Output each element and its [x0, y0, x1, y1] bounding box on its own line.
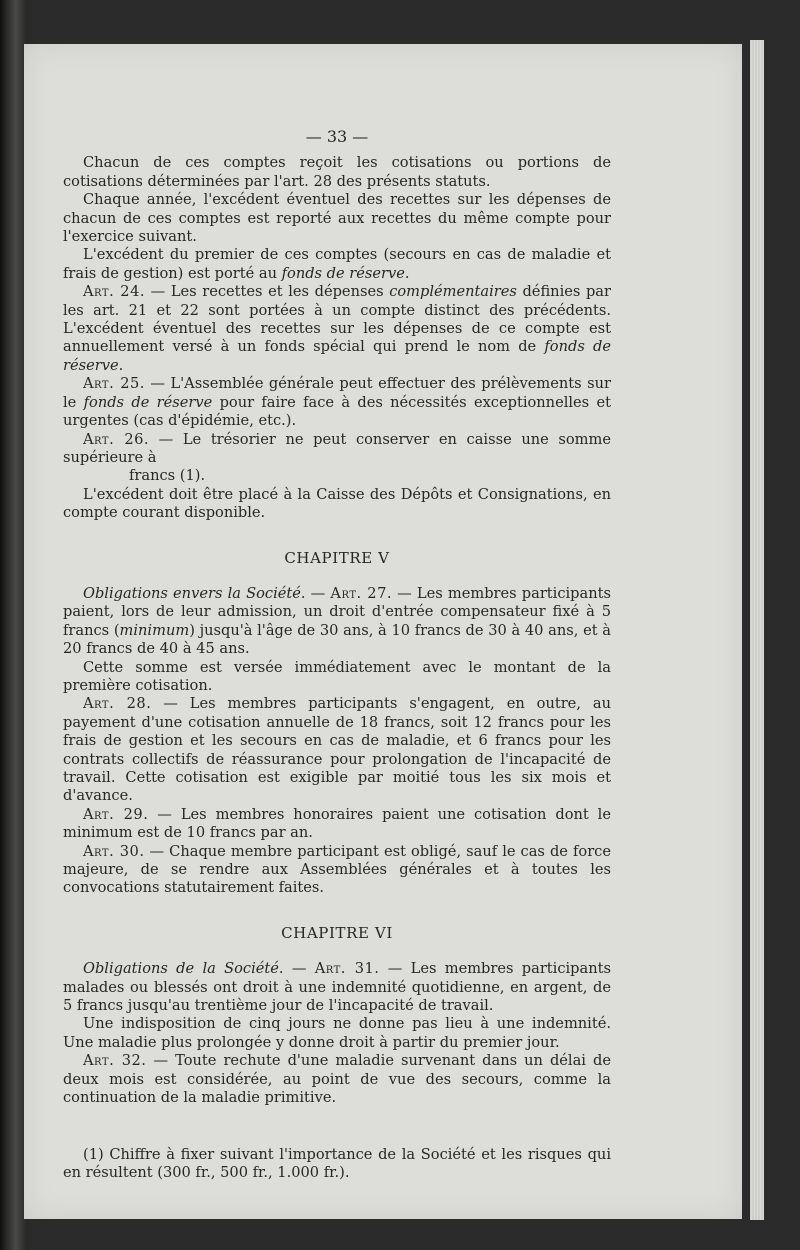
- paragraph: [63, 585, 611, 659]
- article-number: Art. 26.: [83, 430, 150, 448]
- article-number: Art. 24.: [83, 283, 146, 301]
- italic-phrase: Obligations envers la Société: [83, 584, 301, 602]
- text-run: — Les recettes et les dépenses: [145, 283, 390, 301]
- text-run: francs (1).: [129, 467, 206, 485]
- text-run: . —: [300, 584, 331, 602]
- text-run: CHAPITRE V: [284, 548, 390, 567]
- footnote: [63, 1146, 611, 1183]
- text-run: — Les membres participants s'engagent, en outre, au payement d'une cotisation annuelle de 18 francs, soit 12 francs pour les frais de gestion et les secours en cas de maladie, et 6 francs pour les contrats collectifs de réassurance pour prolongation de l'incapacité de travail. Cette cotisation est exigible par moitié tous les six mois et d'avance.: [63, 695, 611, 805]
- paragraph: [63, 843, 611, 898]
- italic-phrase: fonds de réserve: [63, 338, 611, 374]
- article-number: Art. 28.: [83, 695, 152, 713]
- text-run: — Le trésorier ne peut conserver en caisse une somme supérieure à: [63, 430, 611, 466]
- page-number: — 33 —: [305, 127, 369, 146]
- italic-phrase: Obligations de la Société: [83, 960, 279, 978]
- text-run: .: [118, 356, 124, 374]
- article-number: Art. 32.: [83, 1052, 147, 1070]
- paragraph: [63, 246, 611, 283]
- text-run: Cette somme est versée immédiatement avec le montant de la première cotisation.: [63, 658, 611, 694]
- hanging-line: [63, 467, 611, 485]
- italic-phrase: fonds de réserve: [281, 264, 405, 282]
- article-number: Art. 25.: [83, 375, 145, 393]
- text-run: Chaque année, l'excédent éventuel des recettes sur les dépenses de chacun de ces comptes est reporté aux recettes du même compte pour l'exercice suivant.: [63, 191, 611, 246]
- page-stack-edge: [750, 40, 764, 1220]
- italic-phrase: complémentaires: [389, 283, 517, 301]
- left-page-edge: [0, 0, 26, 1250]
- article-number: Art. 30.: [83, 842, 145, 860]
- text-run: (1) Chiffre à fixer suivant l'importance de la Société et les risques qui en résultent (300 fr., 500 fr., 1.000 fr.).: [63, 1145, 611, 1181]
- text-run: .: [404, 264, 410, 282]
- paragraph: [63, 659, 611, 696]
- text-run: L'excédent doit être placé à la Caisse des Dépôts et Consignations, en compte courant disponible.: [63, 485, 611, 522]
- paragraph: [63, 1052, 611, 1107]
- text-run: — L'Assemblée générale peut effectuer des prélèvements sur le: [63, 375, 611, 411]
- italic-phrase: minimum: [119, 621, 190, 639]
- italic-phrase: fonds de réserve: [83, 393, 213, 411]
- paragraph: [63, 1015, 611, 1052]
- paragraph: [63, 695, 611, 805]
- paragraph: [63, 154, 611, 191]
- chapter-heading: [63, 549, 611, 567]
- chapter-heading: [63, 924, 611, 942]
- text-run: — Les membres honoraires paient une cotisation dont le minimum est de 10 francs par an.: [63, 805, 611, 842]
- text-run: ) jusqu'à l'âge de 30 ans, à 10 francs de 30 à 40 ans, et à 20 francs de 40 à 45 ans.: [63, 621, 611, 658]
- article-number: Art. 29.: [83, 805, 149, 823]
- text-run: L'excédent du premier de ces comptes (secours en cas de maladie et frais de gestion) est porté au: [63, 246, 611, 282]
- page-text: [63, 128, 611, 1182]
- text-run: Chacun de ces comptes reçoit les cotisations ou portions de cotisations déterminées par l'art. 28 des présents statuts.: [63, 154, 611, 190]
- paragraph: [63, 806, 611, 843]
- text-run: pour faire face à des nécessités exceptionnelles et urgentes (cas d'épidémie, etc.).: [63, 393, 611, 430]
- article-number: Art. 31.: [314, 960, 380, 978]
- text-run: — Toute rechute d'une maladie survenant dans un délai de deux mois est considérée, au point de vue des secours, comme la continuation de la maladie primitive.: [63, 1052, 611, 1107]
- paragraph: [63, 431, 611, 468]
- paragraph: [63, 375, 611, 430]
- paragraph: [63, 960, 611, 1015]
- text-run: — Chaque membre participant est obligé, sauf le cas de force majeure, de se rendre aux Assemblées générales et à toutes les convocations statutairement faites.: [63, 842, 611, 897]
- text-run: Une indisposition de cinq jours ne donne pas lieu à une indemnité. Une maladie plus prolongée y donne droit à partir du premier jour.: [63, 1015, 611, 1051]
- article-number: Art. 27.: [330, 584, 392, 602]
- text-run: — Les membres participants paient, lors de leur admission, un droit d'entrée compensateur fixé à 5 francs (: [63, 584, 611, 639]
- text-run: définies par les art. 21 et 22 sont portées à un compte distinct des précédents. L'excédent éventuel des recettes sur les dépenses de ce compte est annuellement versé à un fonds spécial qui prend le nom de: [63, 283, 611, 356]
- document-body: [63, 154, 611, 1182]
- text-run: — Les membres participants malades ou blessés ont droit à une indemnité quotidienne, en argent, de 5 francs jusqu'au trentième jour de l'incapacité de travail.: [63, 960, 611, 1015]
- text-run: CHAPITRE VI: [281, 923, 393, 942]
- paragraph: [63, 486, 611, 523]
- paragraph: [63, 191, 611, 246]
- paragraph: [63, 283, 611, 375]
- text-run: . —: [278, 960, 315, 978]
